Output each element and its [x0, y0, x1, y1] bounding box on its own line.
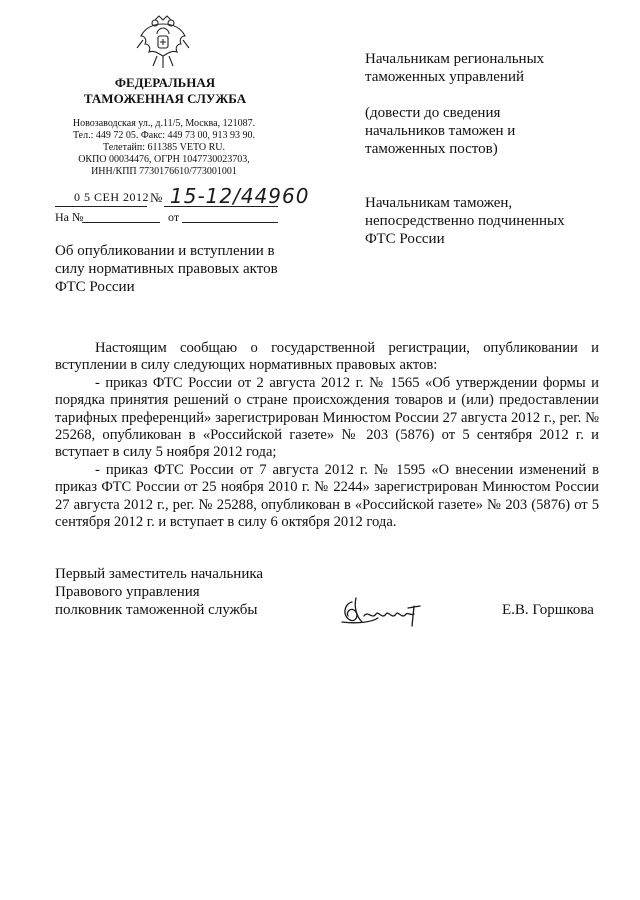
reference-underline: [82, 222, 160, 223]
registration-number: 15-12/44960: [170, 184, 310, 208]
number-label: №: [150, 190, 163, 205]
body-item: - приказ ФТС России от 2 августа 2012 г. № 1565 «Об утверждении формы и порядка принятия решений о стране происхождения товаров и (или) предоставлении тарифных преференций» зарегистрирован Минюстом России 27 августа 2012 г., рег. № 25268, опубликован в «Российской газете» № 203 (5876) от 5 сентября 2012 г. и вступает в силу 5 ноября 2012 года;: [55, 374, 599, 461]
handwritten-signature-icon: [338, 592, 430, 634]
recipient-note: таможенных постов): [365, 141, 498, 157]
organization-name: ТАМОЖЕННАЯ СЛУЖБА: [83, 91, 247, 106]
number-underline: [164, 206, 278, 207]
organization-inn: ИНН/КПП 7730176610/773001001: [91, 166, 237, 177]
coat-of-arms-icon: [135, 14, 191, 72]
recipient-line: Начальникам региональных: [365, 51, 545, 67]
subject-line: силу нормативных правовых актов: [55, 261, 278, 277]
reference-date-label: от: [168, 210, 180, 224]
date-underline: [55, 206, 147, 207]
signer-title: Первый заместитель начальника: [55, 566, 264, 582]
signer-name: Е.В. Горшкова: [502, 602, 594, 618]
body-item: - приказ ФТС России от 7 августа 2012 г. № 1595 «О внесении изменений в приказ ФТС России от 25 ноября 2010 г. № 2244» зарегистрирован Минюстом России 27 августа 2012 г., рег. № 25288, опубликован в «Российской газете» № 203 (5876) от 5 сентября 2012 г. и вступает в силу 6 октября 2012 года.: [55, 461, 599, 531]
organization-phone-fax: Тел.: 449 72 05. Факс: 449 73 00, 913 93 90.: [72, 130, 256, 141]
organization-name: ФЕДЕРАЛЬНАЯ: [114, 75, 216, 90]
reference-number-label: На №: [55, 210, 84, 224]
letter-body: [55, 340, 599, 531]
recipient-note: начальников таможен и: [365, 123, 516, 139]
document-date: 0 5 СЕН 2012: [74, 190, 149, 204]
recipient-line: таможенных управлений: [365, 69, 525, 85]
recipient-line: ФТС России: [365, 231, 445, 247]
subject-line: ФТС России: [55, 279, 135, 295]
recipient-note: (довести до сведения: [365, 105, 501, 121]
subject-line: Об опубликовании и вступлении в: [55, 243, 275, 259]
reference-date-underline: [182, 222, 278, 223]
organization-teletype: Телетайп: 611385 VETO RU.: [102, 142, 225, 153]
recipient-line: Начальникам таможен,: [365, 195, 513, 211]
body-intro: Настоящим сообщаю о государственной регистрации, опубликовании и вступлении в силу следующих нормативных правовых актов:: [55, 340, 599, 374]
organization-okpo: ОКПО 00034476, ОГРН 1047730023703,: [78, 154, 250, 165]
signer-title: полковник таможенной службы: [55, 602, 258, 618]
organization-address: Новозаводская ул., д.11/5, Москва, 121087.: [72, 118, 256, 129]
recipient-line: непосредственно подчиненных: [365, 213, 565, 229]
signer-title: Правового управления: [55, 584, 200, 600]
